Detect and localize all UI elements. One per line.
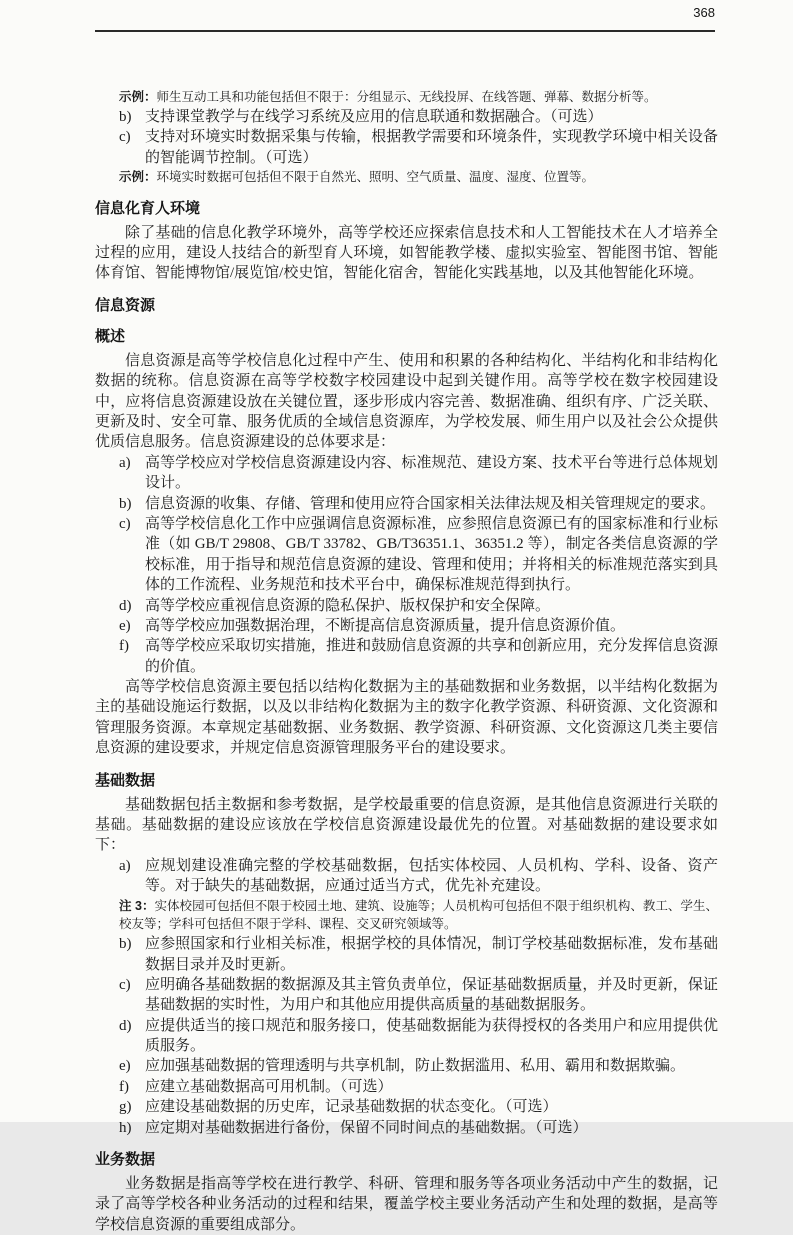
list-marker: c) bbox=[119, 515, 131, 532]
list-item bbox=[119, 514, 718, 596]
paragraph: 高等学校信息资源主要包括以结构化数据为主的基础数据和业务数据，以半结构化数据为主的基础设施运行数据，以及以非结构化数据为主的数字化教学资源、科研资源、文化资源和管理服务资源。本章规定基础数据、业务数据、教学资源、科研资源、文化资源这几类主要信息资源的建设要求，并规定信息资源管理服务平台的建设要求。 bbox=[95, 679, 718, 757]
paragraph: 除了基础的信息化教学环境外，高等学校还应探索信息技术和人工智能技术在人才培养全过程的应用，建设人技结合的新型育人环境，如智能教学楼、虚拟实验室、智能图书馆、智能体育馆、智能博物馆/展览馆/校史馆，智能化宿舍，智能化实践基地，以及其他智能化环境。 bbox=[95, 224, 718, 282]
list-marker: g) bbox=[119, 1099, 132, 1116]
list-item-text: 应定期对基础数据进行备份，保留不同时间点的基础数据。（可选） bbox=[145, 1119, 588, 1136]
list-marker: c) bbox=[119, 129, 131, 146]
section-heading-业务数据: 业务数据 bbox=[95, 1151, 156, 1169]
page-header bbox=[0, 0, 793, 32]
list-marker: f) bbox=[119, 638, 129, 655]
list-marker: b) bbox=[119, 108, 132, 125]
note-text: 实体校园可包括但不限于校园土地、建筑、设施等；人员机构可包括但不限于组织机构、教工、学生、校友等；学科可包括但不限于学科、课程、交叉研究领域等。 bbox=[119, 898, 718, 932]
example-note bbox=[119, 168, 718, 187]
section-heading-信息资源: 信息资源 bbox=[95, 296, 156, 314]
list-item bbox=[119, 636, 718, 677]
list-item bbox=[119, 596, 718, 616]
section-heading-信息化育人环境: 信息化育人环境 bbox=[95, 199, 201, 217]
list-item bbox=[119, 1016, 718, 1057]
list-item-text: 应明确各基础数据的数据源及其主管负责单位，保证基础数据质量，并及时更新，保证基础数据的实时性，为用户和其他应用提供高质量的基础数据服务。 bbox=[145, 976, 718, 1014]
paragraph: 基础数据包括主数据和参考数据，是学校最重要的信息资源，是其他信息资源进行关联的基础。基础数据的建设应该放在学校信息资源建设最优先的位置。对基础数据的建设要求如下： bbox=[95, 796, 718, 854]
note-label: 示例： bbox=[119, 90, 157, 104]
list-item-text: 支持对环境实时数据采集与传输，根据教学需要和环境条件，实现教学环境中相关设备的智能调节控制。（可选） bbox=[145, 129, 718, 166]
list-marker: c) bbox=[119, 976, 131, 993]
list-item-text: 应加强基础数据的管理透明与共享机制，防止数据滥用、私用、霸用和数据欺骗。 bbox=[145, 1058, 686, 1075]
list-item bbox=[119, 616, 718, 636]
list-item-text: 应建设基础数据的历史库，记录基础数据的状态变化。（可选） bbox=[145, 1099, 558, 1116]
list-item-text: 高等学校应对学校信息资源建设内容、标准规范、建设方案、技术平台等进行总体规划设计。 bbox=[145, 454, 718, 492]
note-3 bbox=[119, 897, 718, 935]
section-heading-概述: 概述 bbox=[95, 327, 126, 345]
list-marker: e) bbox=[119, 617, 131, 634]
list-marker: d) bbox=[119, 597, 132, 614]
note-label: 注 3： bbox=[119, 898, 155, 913]
list-item bbox=[119, 856, 718, 897]
list-marker: b) bbox=[119, 936, 132, 953]
list-marker: f) bbox=[119, 1078, 129, 1095]
list-item bbox=[119, 453, 718, 494]
list-item-text: 应建立基础数据高可用机制。（可选） bbox=[145, 1078, 393, 1095]
list-marker: d) bbox=[119, 1017, 132, 1034]
list-item bbox=[119, 1097, 718, 1117]
list-item-text: 信息资源的收集、存储、管理和使用应符合国家相关法律法规及相关管理规定的要求。 bbox=[145, 495, 716, 512]
list-item bbox=[119, 975, 718, 1016]
list-item-text: 高等学校应采取切实措施，推进和鼓励信息资源的共享和创新应用，充分发挥信息资源的价值。 bbox=[145, 638, 718, 675]
example-note bbox=[119, 88, 718, 107]
page-number: 368 bbox=[693, 5, 715, 20]
list-marker: b) bbox=[119, 495, 132, 512]
list-item bbox=[119, 934, 718, 975]
list-item bbox=[119, 1077, 718, 1097]
list-item bbox=[119, 127, 718, 168]
list-item-text: 高等学校信息化工作中应强调信息资源标准，应参照信息资源已有的国家标准和行业标准（如 GB/T 29808、GB/T 33782、GB/T36351.1、36351.2 等），制定各类信息资源的学校标准，用于指导和规范信息资源的建设、管理和使用；并将相关的标准规范落实到具体的工作流程、业务规范和技术平台中，确保标准规范得到执行。 bbox=[145, 515, 718, 594]
note-label: 示例： bbox=[119, 169, 157, 184]
list-item bbox=[119, 494, 718, 514]
list-item bbox=[119, 1056, 718, 1076]
list-item-text: 应参照国家和行业相关标准，根据学校的具体情况，制订学校基础数据标准，发布基础数据目录并及时更新。 bbox=[145, 936, 718, 973]
list-marker: a) bbox=[119, 857, 131, 874]
list-item-text: 高等学校应重视信息资源的隐私保护、版权保护和安全保障。 bbox=[145, 597, 551, 614]
list-item-text: 支持课堂教学与在线学习系统及应用的信息联通和数据融合。（可选） bbox=[145, 108, 603, 125]
list-marker: e) bbox=[119, 1058, 131, 1075]
list-item-text: 应规划建设准确完整的学校基础数据，包括实体校园、人员机构、学科、设备、资产等。对于缺失的基础数据，应通过适当方式，优先补充建设。 bbox=[145, 857, 718, 895]
list-item bbox=[119, 107, 718, 127]
note-text: 师生互动工具和功能包括但不限于：分组显示、无线投屏、在线答题、弹幕、数据分析等。 bbox=[156, 90, 657, 104]
list-marker: a) bbox=[119, 454, 131, 471]
list-item-text: 应提供适当的接口规范和服务接口，使基础数据能为获得授权的各类用户和应用提供优质服务。 bbox=[145, 1017, 718, 1055]
page-content bbox=[0, 32, 793, 1235]
list-item-text: 高等学校应加强数据治理，不断提高信息资源质量，提升信息资源价值。 bbox=[145, 617, 626, 634]
note-text: 环境实时数据可包括但不限于自然光、照明、空气质量、温度、湿度、位置等。 bbox=[156, 169, 595, 184]
list-item bbox=[119, 1118, 718, 1138]
paragraph: 信息资源是高等学校信息化过程中产生、使用和积累的各种结构化、半结构化和非结构化数据的统称。信息资源在高等学校数字校园建设中起到关键作用。高等学校在数字校园建设中，应将信息资源建设放在关键位置，逐步形成内容完善、数据准确、组织有序、广泛关联、更新及时、安全可靠、服务优质的全域信息资源库，为学校发展、师生用户以及社会公众提供优质信息服务。信息资源建设的总体要求是： bbox=[95, 352, 718, 451]
list-marker: h) bbox=[119, 1119, 132, 1136]
section-heading-基础数据: 基础数据 bbox=[95, 771, 156, 789]
paragraph: 业务数据是指高等学校在进行教学、科研、管理和服务等各项业务活动中产生的数据，记录了高等学校各种业务活动的过程和结果，覆盖学校主要业务活动产生和处理的数据，是高等学校信息资源的重要组成部分。 bbox=[95, 1176, 718, 1233]
